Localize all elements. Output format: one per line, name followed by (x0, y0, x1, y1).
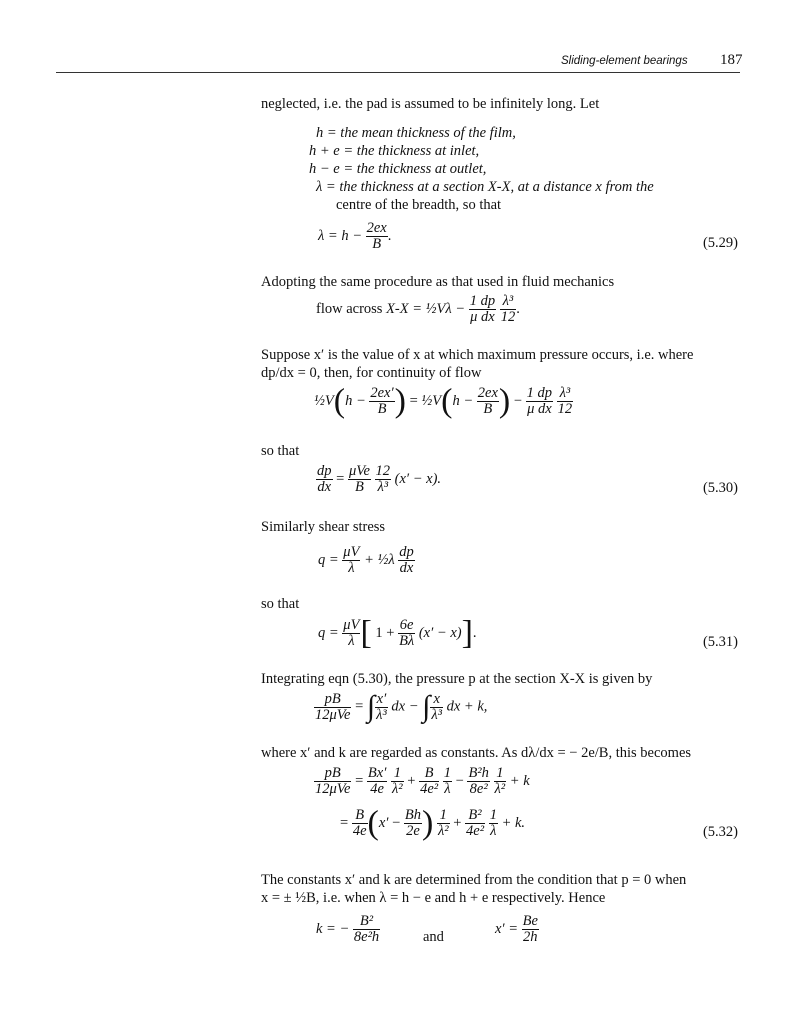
definition-continuation: centre of the breadth, so that (336, 197, 502, 213)
header-rule (56, 72, 740, 73)
shear-stress-equation: q = $\frac{\mu V}{\lambda}$ + ½λ $\frac{dp}{dx}$ (318, 544, 414, 576)
running-header-title: Sliding-element bearings (561, 55, 688, 67)
paragraph-text: The constants x′ and k are determined from the condition that p = 0 when (261, 872, 687, 888)
equation-5-31: q = $\frac{\mu V}{\lambda}$ [ 1 + $\frac{6e}{B\lambda}$ (x′ − x)]. (318, 614, 477, 652)
paragraph-text: Similarly shear stress (261, 519, 386, 535)
conjunction-and: and (423, 929, 444, 945)
equation-5-29: λ = h − $\frac{2ex}{B}$ . (318, 220, 392, 252)
equation-5-32: = $\frac{B}{4e}$ (x′ − $\frac{Bh}{2e}$ ) $\frac{1}{\text{λ²}}$ + $\frac{\text{B²}}{\text{4e²}}$ $\frac{1}{\lambda}$ + k. (340, 804, 526, 842)
paragraph-text: so that (261, 596, 300, 612)
constant-k-equation: k = − $\frac{\text{B²}}{\text{8e²h}}$ (316, 913, 380, 945)
pressure-integral-equation: $\frac{pB}{\text{12μVe}}$ = ∫ $\frac{x'}{\text{λ³}}$ dx − ∫ $\frac{x}{\text{λ³}}$ dx + k, (315, 690, 488, 723)
equation-number-5-30: (5.30) (702, 480, 738, 496)
paragraph-text: neglected, i.e. the pad is assumed to be infinitely long. Let (261, 96, 600, 112)
page-number: 187 (720, 52, 743, 68)
equation-number-5-32: (5.32) (702, 824, 738, 840)
equation-number-5-31: (5.31) (702, 634, 738, 650)
definition-outlet-thickness: h − e = the thickness at outlet, (309, 161, 487, 177)
definition-inlet-thickness: h + e = the thickness at inlet, (309, 143, 480, 159)
continuity-equation: ½V(h − $\frac{2ex'}{B}$ ) = ½V(h − $\frac{2ex}{B}$ ) − $\frac{1 dp}{\text{μ dx}}$ $\frac{\text{λ³}}{12}$ (314, 382, 573, 420)
equation-number-5-29: (5.29) (702, 235, 738, 251)
paragraph-text: so that (261, 443, 300, 459)
paragraph-text: Adopting the same procedure as that used in fluid mechanics (261, 274, 615, 290)
pressure-expansion-line-1: $\frac{pB}{\text{12μVe}}$ = $\frac{Bx'}{4e}$ $\frac{1}{\text{λ²}}$ + $\frac{B}{\text{4e²}}$ $\frac{1}{\lambda}$ − $\frac{\text{B²h}}{\text{8e²}}$ $\frac{1}{\text{λ²}}$ + k (315, 765, 530, 797)
definition-section-thickness: λ = the thickness at a section X-X, at a distance x from the (316, 179, 654, 195)
flow-equation: flow across X-X = ½Vλ − $\frac{1 dp}{\text{μ dx}}$ $\frac{\text{λ³}}{12}$ . (316, 293, 520, 325)
equation-5-30: $\frac{dp}{dx}$ = $\frac{\text{μVe}}{B}$ $\frac{12}{\text{λ³}}$ (x′ − x). (317, 463, 442, 495)
paragraph-text: dp/dx = 0, then, for continuity of flow (261, 365, 482, 381)
paragraph-text: Suppose x′ is the value of x at which maximum pressure occurs, i.e. where (261, 347, 694, 363)
definition-mean-thickness: h = the mean thickness of the film, (316, 125, 516, 141)
paragraph-text: where x′ and k are regarded as constants. As dλ/dx = − 2e/B, this becomes (261, 745, 692, 761)
constant-x-prime-equation: x′ = $\frac{Be}{2h}$ (495, 913, 538, 945)
paragraph-text: x = ± ½B, i.e. when λ = h − e and h + e respectively. Hence (261, 890, 606, 906)
paragraph-text: Integrating eqn (5.30), the pressure p at the section X-X is given by (261, 671, 653, 687)
